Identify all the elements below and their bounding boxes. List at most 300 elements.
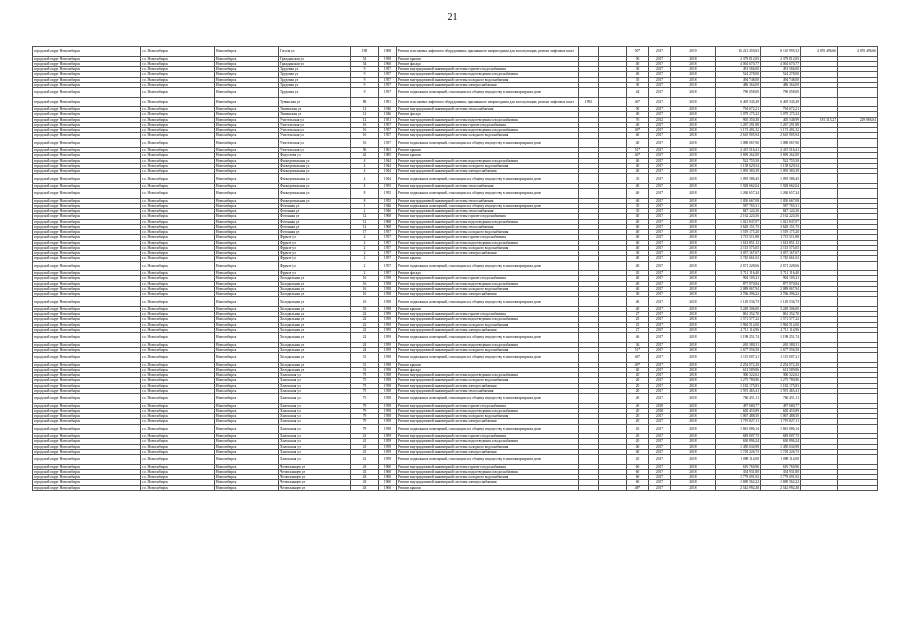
cell-year: 1946 <box>379 209 397 214</box>
cell-c6: 1 067 488,50 <box>761 414 801 419</box>
cell-c5: 2 379 012,83 <box>716 56 761 61</box>
cell-c1 <box>579 189 599 199</box>
cell-c2: 40 <box>627 138 649 148</box>
table-row <box>33 235 878 240</box>
cell-city: г.о. Новосибирск <box>141 414 215 419</box>
cell-c3: 2018 <box>649 408 671 413</box>
cell-c4: 2018 <box>671 224 716 229</box>
cell-c6: 587 765,31 <box>761 203 801 208</box>
cell-c3: 2017 <box>649 72 671 77</box>
cell-c2: 45 <box>627 455 649 465</box>
table-row <box>33 317 878 322</box>
cell-work: Ремонт внутридомовой инженерной системы горячего водоснабжения <box>397 434 579 439</box>
cell-work: Ремонт крыши <box>397 485 579 490</box>
cell-house: 4 <box>351 158 379 163</box>
cell-work: Ремонт внутридомовой инженерной системы горячего водоснабжения <box>397 464 579 469</box>
cell-c5: 861 352,70 <box>716 312 761 317</box>
cell-area: городской округ Новосибирск <box>33 281 141 286</box>
cell-c4: 2018 <box>671 322 716 327</box>
cell-loc: Новосибирск <box>215 444 279 449</box>
cell-c4: 2018 <box>671 317 716 322</box>
cell-city: г.о. Новосибирск <box>141 362 215 367</box>
cell-c4: 2018 <box>671 419 716 424</box>
cell-c6: 849 007,75 <box>761 434 801 439</box>
cell-c6: 790 058,00 <box>761 88 801 98</box>
cell-area: городской округ Новосибирск <box>33 47 141 57</box>
cell-street: Фрунзе ул <box>279 261 351 271</box>
cell-year: 1944 <box>379 169 397 174</box>
cell-c3: 2018 <box>649 403 671 408</box>
cell-c2: 50 <box>627 107 649 112</box>
cell-area: городской округ Новосибирск <box>33 67 141 72</box>
cell-street: Холодильная ул <box>279 281 351 286</box>
cell-c5: 1 779 691,92 <box>716 475 761 480</box>
cell-c3: 2017 <box>649 297 671 307</box>
cell-street: Тюменская ул <box>279 107 351 112</box>
cell-c3: 2017 <box>649 347 671 352</box>
cell-street: Фильтровальная ул <box>279 169 351 174</box>
cell-street: Холодильная ул <box>279 347 351 352</box>
table-row <box>33 189 878 199</box>
cell-work: Ремонт внутридомовой инженерной системы водоотведения и водоснабжения <box>397 469 579 474</box>
cell-c5: 1 690 562,22 <box>716 480 761 485</box>
cell-street: Хилокская ул <box>279 383 351 388</box>
cell-street: Челюскинцев ул <box>279 469 351 474</box>
cell-c2: 40 <box>627 449 649 454</box>
cell-city: г.о. Новосибирск <box>141 342 215 347</box>
cell-work: Ремонт внутридомовой инженерной системы электроснабжения <box>397 449 579 454</box>
cell-street: Хилокская ул <box>279 394 351 404</box>
cell-c5: 2 671 228,66 <box>716 261 761 271</box>
cell-house: 75 <box>351 388 379 393</box>
cell-c7 <box>801 261 838 271</box>
cell-loc: Новосибирск <box>215 353 279 363</box>
cell-work: Ремонт внутридомовой инженерной системы горячего водоснабжения <box>397 403 579 408</box>
cell-c2: 20 <box>627 408 649 413</box>
cell-house: 2 <box>351 245 379 250</box>
cell-year: 1960 <box>379 485 397 490</box>
cell-street: Фильтровальная ул <box>279 158 351 163</box>
cell-c4: 2018 <box>671 342 716 347</box>
cell-area: городской округ Новосибирск <box>33 97 141 107</box>
cell-work: Ремонт внутридомовой инженерной системы холодного водоснабжения <box>397 322 579 327</box>
cell-street: Холодильная ул <box>279 327 351 332</box>
cell-work: Ремонт внутридомовой инженерной системы холодного водоснабжения <box>397 378 579 383</box>
cell-c6: 2 610 905,94 <box>761 133 801 138</box>
cell-street: Фильтровальная ул <box>279 198 351 203</box>
cell-city: г.о. Новосибирск <box>141 383 215 388</box>
cell-c5: 1 021 847,07 <box>716 219 761 224</box>
cell-year: 1958 <box>379 373 397 378</box>
cell-work: Ремонт внутридомовой инженерной системы водоотведения и водоснабжения <box>397 281 579 286</box>
cell-year: 1985 <box>379 153 397 158</box>
cell-loc: Новосибирск <box>215 235 279 240</box>
cell-area: городской округ Новосибирск <box>33 138 141 148</box>
cell-work: Ремонт подвальных помещений, относящихся к общему имуществу в многоквартирном доме <box>397 189 579 199</box>
table-row <box>33 342 878 347</box>
cell-year: 1959 <box>379 444 397 449</box>
table-row <box>33 403 878 408</box>
cell-c2: 27 <box>627 327 649 332</box>
cell-loc: Новосибирск <box>215 148 279 153</box>
cell-c6: 1 690 562,22 <box>761 480 801 485</box>
cell-c2: 60 <box>627 475 649 480</box>
cell-blank <box>599 485 627 490</box>
cell-house: 88 <box>351 97 379 107</box>
cell-c5: 497 680,77 <box>716 403 761 408</box>
table-row <box>33 138 878 148</box>
cell-street: Хилокская ул <box>279 455 351 465</box>
cell-c1 <box>579 394 599 404</box>
cell-c3: 2017 <box>649 353 671 363</box>
table-row <box>33 77 878 82</box>
cell-house: 9 <box>351 88 379 98</box>
cell-c5: 1 129 536,75 <box>716 297 761 307</box>
cell-c3: 2017 <box>649 342 671 347</box>
cell-city: г.о. Новосибирск <box>141 312 215 317</box>
cell-c5: 2 162 224,56 <box>716 214 761 219</box>
cell-area: городской округ Новосибирск <box>33 133 141 138</box>
cell-house: 2 <box>351 251 379 256</box>
cell-street: Челюскинцев ул <box>279 475 351 480</box>
cell-c6: 3 249 306,00 <box>761 306 801 311</box>
cell-house: 41 <box>351 439 379 444</box>
cell-city: г.о. Новосибирск <box>141 403 215 408</box>
cell-c8 <box>838 485 878 490</box>
cell-c3: 2017 <box>649 82 671 87</box>
cell-loc: Новосибирск <box>215 434 279 439</box>
cell-c6: 1 173 491,32 <box>761 128 801 133</box>
cell-house: 22 <box>351 312 379 317</box>
cell-loc: Новосибирск <box>215 424 279 434</box>
cell-city: г.о. Новосибирск <box>141 271 215 276</box>
cell-street: Холодильная ул <box>279 312 351 317</box>
cell-work: Ремонт внутридомовой инженерной системы электроснабжения <box>397 292 579 297</box>
cell-house: 2 <box>351 240 379 245</box>
cell-c4: 2018 <box>671 256 716 261</box>
cell-area: городской округ Новосибирск <box>33 353 141 363</box>
cell-work: Ремонт крыши <box>397 306 579 311</box>
cell-loc: Новосибирск <box>215 47 279 57</box>
cell-area: городской округ Новосибирск <box>33 224 141 229</box>
cell-c2: 20 <box>627 414 649 419</box>
cell-house: 43 <box>351 485 379 490</box>
cell-work: Ремонт подвальных помещений, относящихся к общему имуществу в многоквартирном доме <box>397 455 579 465</box>
cell-area: городской округ Новосибирск <box>33 169 141 174</box>
cell-c6: 1 591 465,41 <box>761 388 801 393</box>
cell-year: 1959 <box>379 327 397 332</box>
cell-street: Фотонная ул <box>279 203 351 208</box>
cell-area: городской округ Новосибирск <box>33 56 141 61</box>
cell-c6: 2 711 114,96 <box>761 327 801 332</box>
cell-city: г.о. Новосибирск <box>141 97 215 107</box>
cell-city: г.о. Новосибирск <box>141 169 215 174</box>
cell-c4: 2018 <box>671 240 716 245</box>
cell-c2: 50* <box>627 47 649 57</box>
cell-work: Ремонт крыши <box>397 362 579 367</box>
cell-loc: Новосибирск <box>215 480 279 485</box>
cell-street: Фотонная ул <box>279 209 351 214</box>
cell-c5: 16 221 450,63 <box>716 47 761 57</box>
cell-area: городской округ Новосибирск <box>33 408 141 413</box>
cell-work: Ремонт или замена лифтового оборудования, признанного непригодным для эксплуатации, ремонт лифтовых шахт <box>397 97 579 107</box>
cell-loc: Новосибирск <box>215 117 279 122</box>
cell-c4: 2018 <box>671 209 716 214</box>
cell-c2: 40 <box>627 444 649 449</box>
table-row <box>33 449 878 454</box>
table-row <box>33 240 878 245</box>
cell-house: 12 <box>351 214 379 219</box>
cell-house: 79 <box>351 419 379 424</box>
cell-loc: Новосибирск <box>215 219 279 224</box>
cell-city: г.о. Новосибирск <box>141 322 215 327</box>
cell-city: г.о. Новосибирск <box>141 419 215 424</box>
cell-c3: 2017 <box>649 163 671 168</box>
cell-year: 1959 <box>379 455 397 465</box>
cell-area: городской округ Новосибирск <box>33 230 141 235</box>
cell-c3: 2017 <box>649 224 671 229</box>
cell-c4: 2018 <box>671 245 716 250</box>
cell-house: 52 <box>351 56 379 61</box>
cell-area: городской округ Новосибирск <box>33 214 141 219</box>
cell-city: г.о. Новосибирск <box>141 292 215 297</box>
cell-area: городской округ Новосибирск <box>33 378 141 383</box>
cell-area: городской округ Новосибирск <box>33 245 141 250</box>
cell-work: Ремонт внутридомовой инженерной системы электроснабжения <box>397 383 579 388</box>
cell-year: 1968 <box>379 47 397 57</box>
cell-work: Ремонт внутридомовой инженерной системы холодного водоснабжения <box>397 414 579 419</box>
cell-c4: 2018 <box>671 286 716 291</box>
cell-loc: Новосибирск <box>215 455 279 465</box>
cell-c1 <box>579 333 599 343</box>
cell-c4: 2018 <box>671 383 716 388</box>
cell-street: Холодильная ул <box>279 367 351 372</box>
cell-street: Учительская ул <box>279 117 351 122</box>
cell-area: городской округ Новосибирск <box>33 327 141 332</box>
cell-year: 1955 <box>379 198 397 203</box>
cell-street: Холодильная ул <box>279 317 351 322</box>
cell-area: городской округ Новосибирск <box>33 189 141 199</box>
cell-c6: 4 004 670,77 <box>761 61 801 66</box>
cell-work: Ремонт подвальных помещений, относящихся к общему имуществу в многоквартирном доме <box>397 203 579 208</box>
cell-area: городской округ Новосибирск <box>33 455 141 465</box>
cell-c8 <box>838 353 878 363</box>
cell-c6: 2 415 516,41 <box>761 148 801 153</box>
cell-c4: 2018 <box>671 327 716 332</box>
cell-c5: 1 158 629,54 <box>716 163 761 168</box>
cell-area: городской округ Новосибирск <box>33 88 141 98</box>
cell-loc: Новосибирск <box>215 209 279 214</box>
cell-c5: 354 931,80 <box>716 469 761 474</box>
cell-c3: 2017 <box>649 312 671 317</box>
table-row <box>33 353 878 363</box>
cell-c1 <box>579 47 599 57</box>
table-row <box>33 475 878 480</box>
cell-year: 1960 <box>379 480 397 485</box>
cell-area: городской округ Новосибирск <box>33 403 141 408</box>
cell-loc: Новосибирск <box>215 240 279 245</box>
cell-year: 1958 <box>379 403 397 408</box>
cell-c4: 2018 <box>671 292 716 297</box>
cell-c5: 1 719 827,11 <box>716 419 761 424</box>
cell-street: Гражданская ул <box>279 56 351 61</box>
cell-work: Ремонт внутридомовой инженерной системы электроснабжения <box>397 327 579 332</box>
cell-street: Учительская ул <box>279 128 351 133</box>
cell-city: г.о. Новосибирск <box>141 47 215 57</box>
cell-c8 <box>838 138 878 148</box>
cell-work: Ремонт крыши <box>397 148 579 153</box>
cell-loc: Новосибирск <box>215 408 279 413</box>
cell-area: городской округ Новосибирск <box>33 117 141 122</box>
cell-c3: 2017 <box>649 138 671 148</box>
cell-c6: 1 715 511,88 <box>761 235 801 240</box>
cell-year: 1957 <box>379 77 397 82</box>
cell-street: Фильтровальная ул <box>279 189 351 199</box>
cell-house: 79 <box>351 424 379 434</box>
cell-house: 24 <box>351 347 379 352</box>
cell-area: городской округ Новосибирск <box>33 367 141 372</box>
table-row <box>33 183 878 188</box>
cell-area: городской округ Новосибирск <box>33 209 141 214</box>
cell-c5: 1 964 512,60 <box>716 322 761 327</box>
cell-house: 16 <box>351 292 379 297</box>
cell-street: Холодильная ул <box>279 286 351 291</box>
cell-street: Фрунзе ул <box>279 256 351 261</box>
cell-c6: 494 748,00 <box>761 77 801 82</box>
cell-city: г.о. Новосибирск <box>141 214 215 219</box>
cell-house: 16 <box>351 138 379 148</box>
cell-work: Ремонт подвальных помещений, относящихся к общему имуществу в многоквартирном доме <box>397 261 579 271</box>
cell-c8 <box>838 394 878 404</box>
cell-c4: 2018 <box>671 97 716 107</box>
cell-loc: Новосибирск <box>215 378 279 383</box>
cell-loc: Новосибирск <box>215 169 279 174</box>
cell-loc: Новосибирск <box>215 97 279 107</box>
cell-work: Ремонт внутридомовой инженерной системы холодного водоснабжения <box>397 163 579 168</box>
cell-c5: 6 405 545,49 <box>716 97 761 107</box>
cell-c4: 2018 <box>671 235 716 240</box>
cell-c6: 5 711 116,40 <box>761 271 801 276</box>
cell-c6: 1 681 086,14 <box>761 424 801 434</box>
cell-loc: Новосибирск <box>215 469 279 474</box>
cell-house: 79 <box>351 414 379 419</box>
cell-house: 56 <box>351 148 379 153</box>
table-row <box>33 72 878 77</box>
cell-c2: 44 <box>627 88 649 98</box>
cell-c6: 3 620 151,75 <box>761 224 801 229</box>
cell-work: Ремонт внутридомовой инженерной системы электроснабжения <box>397 419 579 424</box>
cell-loc: Новосибирск <box>215 72 279 77</box>
cell-house: 9 <box>351 72 379 77</box>
cell-c6: 1 677 556,50 <box>761 347 801 352</box>
table-row <box>33 276 878 281</box>
cell-c5: 1 028 662,64 <box>716 183 761 188</box>
cell-area: городской округ Новосибирск <box>33 475 141 480</box>
table-row <box>33 455 878 465</box>
cell-house: 79 <box>351 403 379 408</box>
cell-c2: 45 <box>627 271 649 276</box>
cell-c6: 2 162 224,56 <box>761 214 801 219</box>
cell-house: 4 <box>351 163 379 168</box>
cell-c5: 2 711 114,96 <box>716 327 761 332</box>
cell-year: 1958 <box>379 353 397 363</box>
cell-loc: Новосибирск <box>215 388 279 393</box>
cell-year: 1959 <box>379 317 397 322</box>
cell-c2: 40 <box>627 198 649 203</box>
cell-street: Холодильная ул <box>279 342 351 347</box>
cell-house: 24 <box>351 342 379 347</box>
cell-loc: Новосибирск <box>215 403 279 408</box>
cell-loc: Новосибирск <box>215 163 279 168</box>
cell-house: 22 <box>351 327 379 332</box>
cell-city: г.о. Новосибирск <box>141 439 215 444</box>
cell-house: 41 <box>351 434 379 439</box>
cell-c3: 2017 <box>649 286 671 291</box>
cell-street: Хилокская ул <box>279 444 351 449</box>
cell-c6: 354 931,80 <box>761 469 801 474</box>
cell-c4: 2018 <box>671 276 716 281</box>
cell-c4: 2018 <box>671 107 716 112</box>
cell-year: 1946 <box>379 107 397 112</box>
cell-c5: 1 267 291,88 <box>716 122 761 127</box>
cell-c3: 2017 <box>649 419 671 424</box>
cell-area: городской округ Новосибирск <box>33 388 141 393</box>
cell-c6: 794 672,21 <box>761 107 801 112</box>
cell-city: г.о. Новосибирск <box>141 138 215 148</box>
table-row <box>33 203 878 208</box>
cell-house: 8 <box>351 198 379 203</box>
cell-c4: 2018 <box>671 306 716 311</box>
cell-c8 <box>838 97 878 107</box>
cell-area: городской округ Новосибирск <box>33 419 141 424</box>
cell-c5: 2 542 992,40 <box>716 485 761 490</box>
cell-area: городской округ Новосибирск <box>33 480 141 485</box>
cell-loc: Новосибирск <box>215 271 279 276</box>
cell-work: Ремонт внутридомовой инженерной системы теплоснабжения <box>397 183 579 188</box>
cell-c4: 2018 <box>671 169 716 174</box>
cell-c5: 1 260 657,24 <box>716 189 761 199</box>
table-row <box>33 209 878 214</box>
cell-loc: Новосибирск <box>215 383 279 388</box>
cell-area: городской округ Новосибирск <box>33 333 141 343</box>
cell-year: 1968 <box>379 219 397 224</box>
cell-c5: 265 380,31 <box>716 342 761 347</box>
cell-c3: 2017 <box>649 449 671 454</box>
cell-c5: 1 519 175,20 <box>716 230 761 235</box>
cell-year: 1957 <box>379 88 397 98</box>
cell-loc: Новосибирск <box>215 297 279 307</box>
cell-c5: 613 589,86 <box>716 367 761 372</box>
cell-c5: 587 765,31 <box>716 203 761 208</box>
table-row <box>33 464 878 469</box>
cell-c1 <box>579 455 599 465</box>
cell-year: 1959 <box>379 312 397 317</box>
cell-c5: 794 672,21 <box>716 107 761 112</box>
cell-work: Ремонт внутридомовой инженерной системы водоотведения и водоснабжения <box>397 72 579 77</box>
cell-c6: 1 088 067,90 <box>761 138 801 148</box>
cell-c4: 2018 <box>671 408 716 413</box>
cell-c3: 2017 <box>649 383 671 388</box>
cell-year: 1944 <box>379 158 397 163</box>
cell-area: городской округ Новосибирск <box>33 235 141 240</box>
cell-c6: 486 364,00 <box>761 82 801 87</box>
cell-c1 <box>579 353 599 363</box>
table-row <box>33 394 878 404</box>
cell-c3: 2017 <box>649 485 671 490</box>
cell-house: 22 <box>351 317 379 322</box>
cell-c5: 2 115 575,65 <box>716 245 761 250</box>
cell-c3: 2017 <box>649 240 671 245</box>
